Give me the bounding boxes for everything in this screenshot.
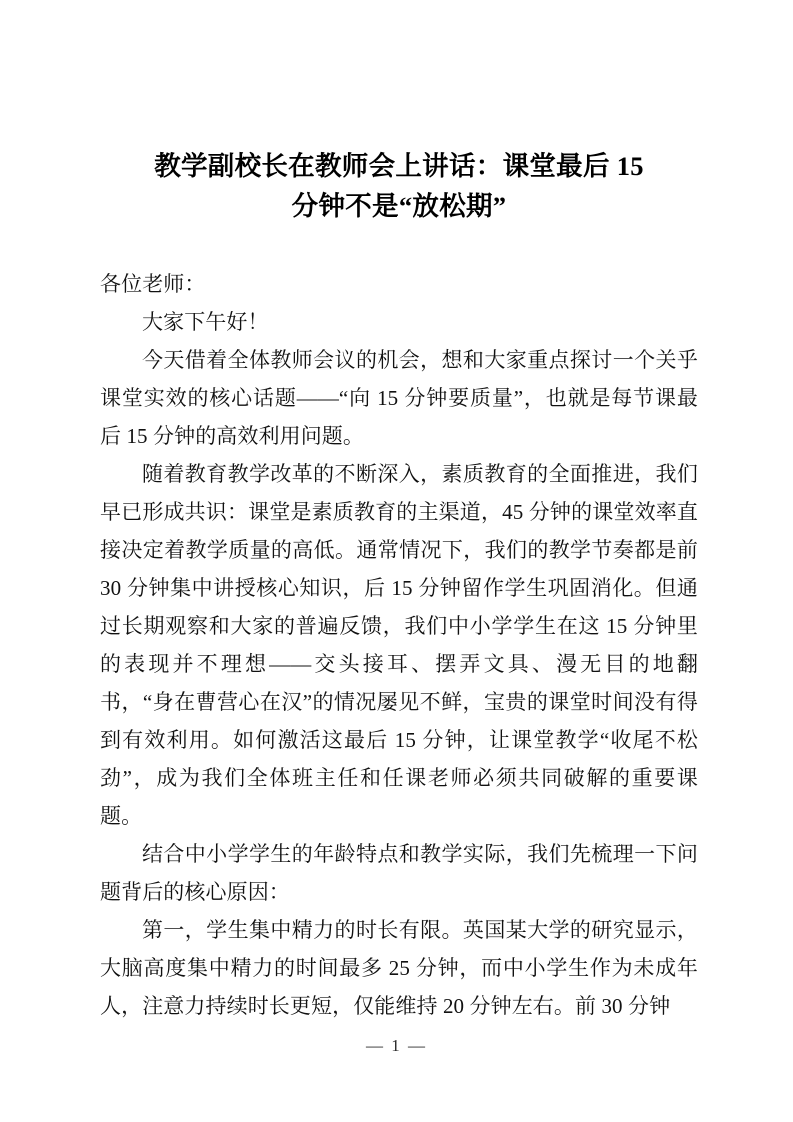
paragraph-background: 随着教育教学改革的不断深入，素质教育的全面推进，我们早已形成共识：课堂是素质教育的主渠道，45 分钟的课堂效率直接决定着教学质量的高低。通常情况下，我们的教学节奏都是前 30 分钟集中讲授核心知识，后 15 分钟留作学生巩固消化。但通过长期观察和大家的普遍反馈，我们中小学学生在这 15 分钟里的表现并不理想——交头接耳、摆弄文具、漫无目的地翻书，“身在曹营心在汉”的情况屡见不鲜，宝贵的课堂时间没有得到有效利用。如何激活这最后 15 分钟，让课堂教学“收尾不松劲”，成为我们全体班主任和任课老师必须共同破解的重要课题。: [100, 462, 698, 828]
title-line-1: 教学副校长在教师会上讲话：课堂最后 15: [154, 151, 644, 181]
paragraph-reason-one: 第一，学生集中精力的时长有限。英国某大学的研究显示，大脑高度集中精力的时间最多 25 分钟，而中小学生作为未成年人，注意力持续时长更短，仅能维持 20 分钟左右。前 30 分钟: [100, 918, 698, 1018]
page-number-footer: — 1 —: [366, 1036, 427, 1055]
paragraph-intro: 今天借着全体教师会议的机会，想和大家重点探讨一个关乎课堂实效的核心话题——“向 15 分钟要质量”，也就是每节课最后 15 分钟的高效利用问题。: [100, 348, 698, 448]
page-title: [100, 146, 698, 226]
title-line-2: 分钟不是“放松期”: [291, 191, 507, 221]
paragraph-greeting: 大家下午好！: [142, 310, 269, 334]
paragraph-salutation: 各位老师：: [100, 272, 206, 296]
document-body: [100, 265, 698, 1025]
paragraph-transition: 结合中小学学生的年龄特点和教学实际，我们先梳理一下问题背后的核心原因：: [100, 842, 698, 904]
